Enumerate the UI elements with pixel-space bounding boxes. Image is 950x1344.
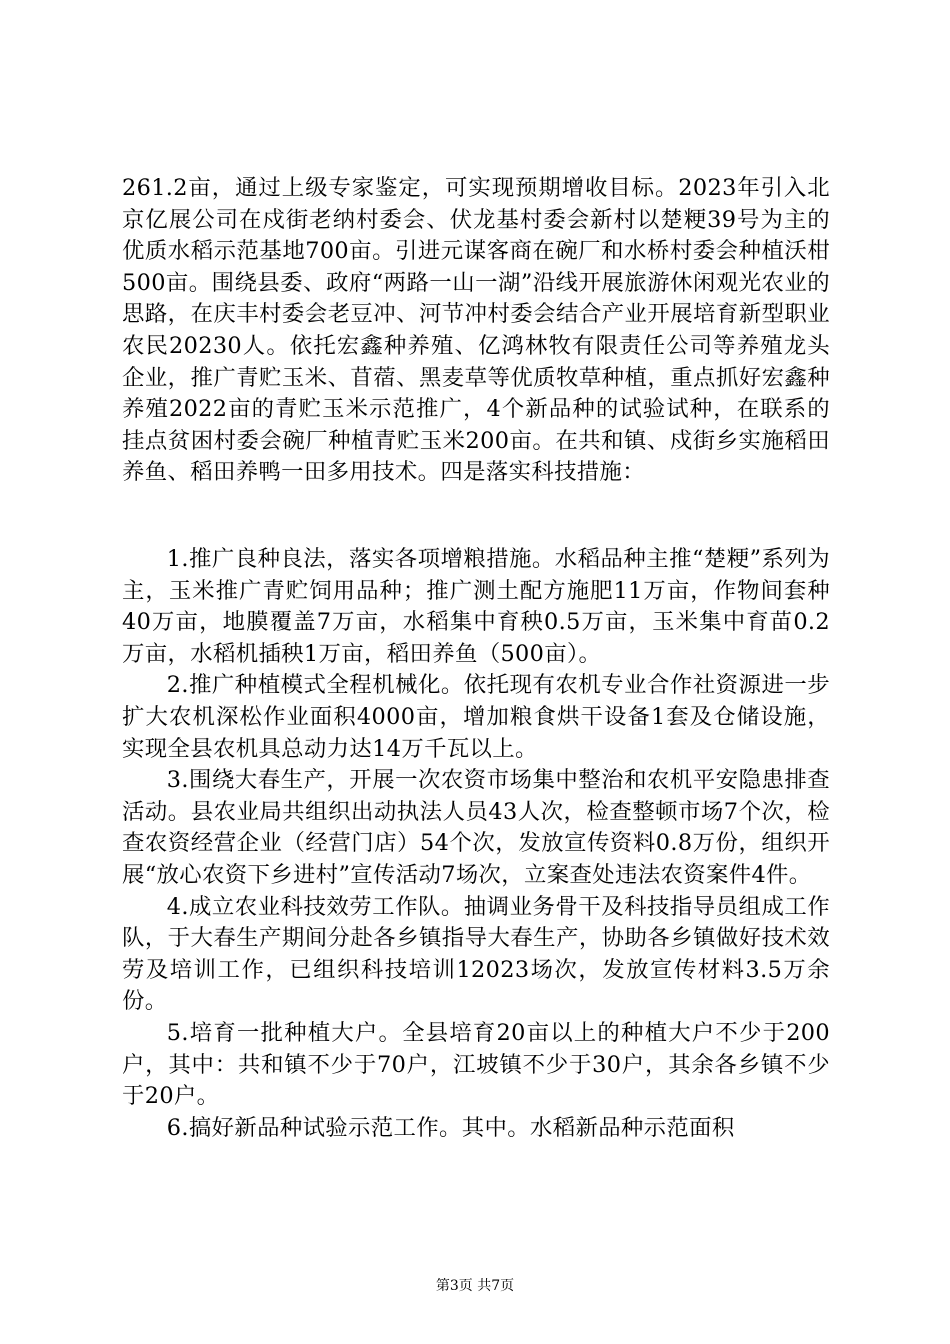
intro-paragraph: 261.2亩，通过上级专家鉴定，可实现预期增收目标。2023年引入北京亿展公司在戍街老纳村委会、伏龙基村委会新村以楚粳39号为主的优质水稻示范基地700亩。引进元谋客商在碗厂和水桥村委会种植沃柑500亩。围绕县委、政府“两路一山一湖”沿线开展旅游休闲观光农业的思路，在庆丰村委会老豆冲、河节冲村委会结合产业开展培育新型职业农民20230人。依托宏鑫种养殖、亿鸿林牧有限责任公司等养殖龙头企业，推广青贮玉米、苜蓿、黑麦草等优质牧草种植，重点抓好宏鑫种养殖2022亩的青贮玉米示范推广，4个新品种的试验试种，在联系的挂点贫困村委会碗厂种植青贮玉米200亩。在共和镇、戍街乡实施稻田养鱼、稻田养鸭一田多用技术。四是落实科技措施： xyxy=(122,175,830,486)
list-item: 5.培育一批种植大户。全县培育20亩以上的种植大户不少于200户，其中：共和镇不少于70户，江坡镇不少于30户，其余各乡镇不少于20户。 xyxy=(122,1019,830,1110)
list-item: 4.成立农业科技效劳工作队。抽调业务骨干及科技指导员组成工作队，于大春生产期间分赴各乡镇指导大春生产，协助各乡镇做好技术效劳及培训工作，已组织科技培训12023场次，发放宣传材料3.5万余份。 xyxy=(122,893,830,1015)
list-item: 2.推广种植模式全程机械化。依托现有农机专业合作社资源进一步扩大农机深松作业面积4000亩，增加粮食烘干设备1套及仓储设施，实现全县农机具总动力达14万千瓦以上。 xyxy=(122,672,830,762)
list-item: 3.围绕大春生产，开展一次农资市场集中整治和农机平安隐患排查活动。县农业局共组织出动执法人员43人次，检查整顿市场7个次，检查农资经营企业（经营门店）54个次，发放宣传资料0.8万份，组织开展“放心农资下乡进村”宣传活动7场次，立案查处违法农资案件4件。 xyxy=(122,767,830,888)
list-item: 6.搞好新品种试验示范工作。其中。水稻新品种示范面积 xyxy=(166,1114,735,1141)
intro-section xyxy=(122,173,830,489)
list-item: 1.推广良种良法，落实各项增粮措施。水稻品种主推“楚粳”系列为主，玉米推广青贮饲用品种；推广测土配方施肥11万亩，作物间套种40万亩，地膜覆盖7万亩，水稻集中育秧0.5万亩，玉米集中育苗0.2万亩，水稻机插秧1万亩，稻田养鱼（500亩）。 xyxy=(122,546,830,667)
measures-list xyxy=(122,544,830,1144)
page-number-footer: 第3页 共7页 xyxy=(435,1278,515,1294)
